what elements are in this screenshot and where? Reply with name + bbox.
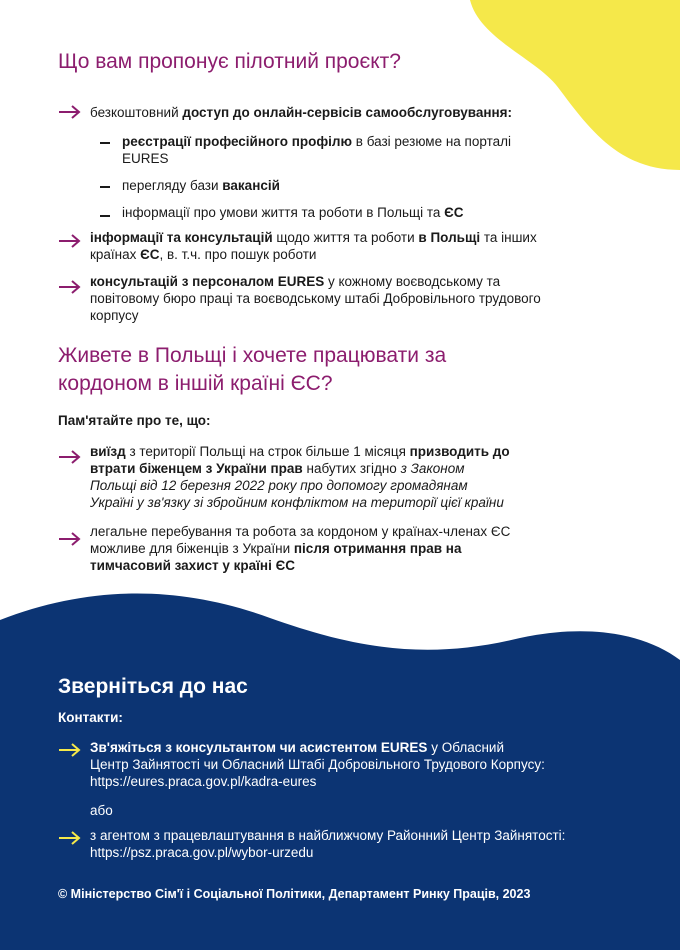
dash-icon bbox=[100, 142, 110, 144]
section1-heading: Що вам пропонує пілотний проєкт? bbox=[58, 50, 401, 73]
item-text: корпусу bbox=[90, 308, 139, 323]
item-text: у Обласний bbox=[427, 740, 504, 755]
item-bold-text: інформації та консультацій bbox=[90, 230, 273, 245]
heading-line: кордоном в іншій країні ЄС? bbox=[58, 372, 333, 395]
arrow-right-icon bbox=[58, 830, 82, 846]
item-bold-text: ЄС bbox=[140, 247, 160, 262]
item-text: країнах bbox=[90, 247, 141, 262]
item-bold-text: втрати біженцем з України прав bbox=[90, 461, 303, 476]
remember-label: Пам'ятайте про те, що: bbox=[58, 413, 211, 428]
eures-link[interactable]: https://eures.praca.gov.pl/kadra-eures bbox=[90, 774, 317, 789]
arrow-right-icon bbox=[58, 279, 82, 295]
item-text: можливе для біженців з України bbox=[90, 541, 294, 556]
item-text: повітовому бюро праці та воєводському штабі Добровільного трудового bbox=[90, 291, 541, 306]
item-text: інформації про умови життя та роботи в Польщі та bbox=[122, 205, 445, 220]
item-text: щодо життя та роботи bbox=[272, 230, 419, 245]
heading-line: Живете в Польщі і хочете працювати за bbox=[58, 344, 447, 367]
psz-link[interactable]: https://psz.praca.gov.pl/wybor-urzedu bbox=[90, 845, 314, 860]
item-text: перегляду бази bbox=[122, 178, 223, 193]
item-text: , в. т.ч. про пошук роботи bbox=[159, 247, 317, 262]
item-text: Центр Зайнятості чи Обласний Штабі Добровільного Трудового Корпусу: bbox=[90, 757, 545, 772]
section2-heading bbox=[58, 342, 578, 398]
item-italic-text: Україні у зв'язку зі збройним конфліктом на території цієї країни bbox=[90, 495, 504, 510]
arrow-right-icon bbox=[58, 104, 82, 120]
item-text: з території Польщі на строк більше 1 місяця bbox=[125, 444, 410, 459]
item-text: в базі резюме на порталі bbox=[352, 134, 511, 149]
arrow-right-icon bbox=[58, 233, 82, 249]
arrow-right-icon bbox=[58, 531, 82, 547]
contact-heading: Зверніться до нас bbox=[58, 675, 248, 698]
item-text: EURES bbox=[122, 151, 169, 166]
item-bold-text: консультацій з персоналом EURES bbox=[90, 274, 325, 289]
contacts-label: Контакти: bbox=[58, 710, 123, 725]
arrow-right-icon bbox=[58, 742, 82, 758]
item-text: та інших bbox=[480, 230, 537, 245]
item-text: набутих згідно bbox=[302, 461, 401, 476]
dash-icon bbox=[100, 186, 110, 188]
item-bold-text: реєстрації професійного профілю bbox=[122, 134, 353, 149]
item-italic-text: з Законом bbox=[400, 461, 465, 476]
dash-icon bbox=[100, 215, 110, 217]
item-bold-text: після отримання прав на bbox=[293, 541, 462, 556]
item-bold-text: призводить до bbox=[409, 444, 510, 459]
item-bold-text: в Польщі bbox=[418, 230, 481, 245]
arrow-right-icon bbox=[58, 449, 82, 465]
item-bold-text: Зв'яжіться з консультантом чи асистентом EURES bbox=[90, 740, 428, 755]
item-text: з агентом з працевлаштування в найближчому Районний Центр Зайнятості: bbox=[90, 828, 566, 843]
item-bold-text: тимчасовий захист у країні ЄС bbox=[90, 558, 295, 573]
or-text: або bbox=[90, 803, 113, 818]
item-text: у кожному воєводському та bbox=[324, 274, 501, 289]
item-italic-text: Польщі від 12 березня 2022 року про допомогу громадянам bbox=[90, 478, 468, 493]
item-bold-text: ЄС bbox=[444, 205, 464, 220]
item-bold-text: доступ до онлайн-сервісів самообслуговування: bbox=[182, 105, 513, 120]
copyright-text: © Міністерство Сім'ї і Соціальної Політики, Департамент Ринку Праців, 2023 bbox=[58, 887, 531, 901]
item-bold-text: вакансій bbox=[222, 178, 280, 193]
item-text: легальне перебування та робота за кордоном у країнах-членах ЄС bbox=[90, 524, 511, 539]
item-text: безкоштовний bbox=[90, 105, 183, 120]
item-bold-text: виїзд bbox=[90, 444, 126, 459]
